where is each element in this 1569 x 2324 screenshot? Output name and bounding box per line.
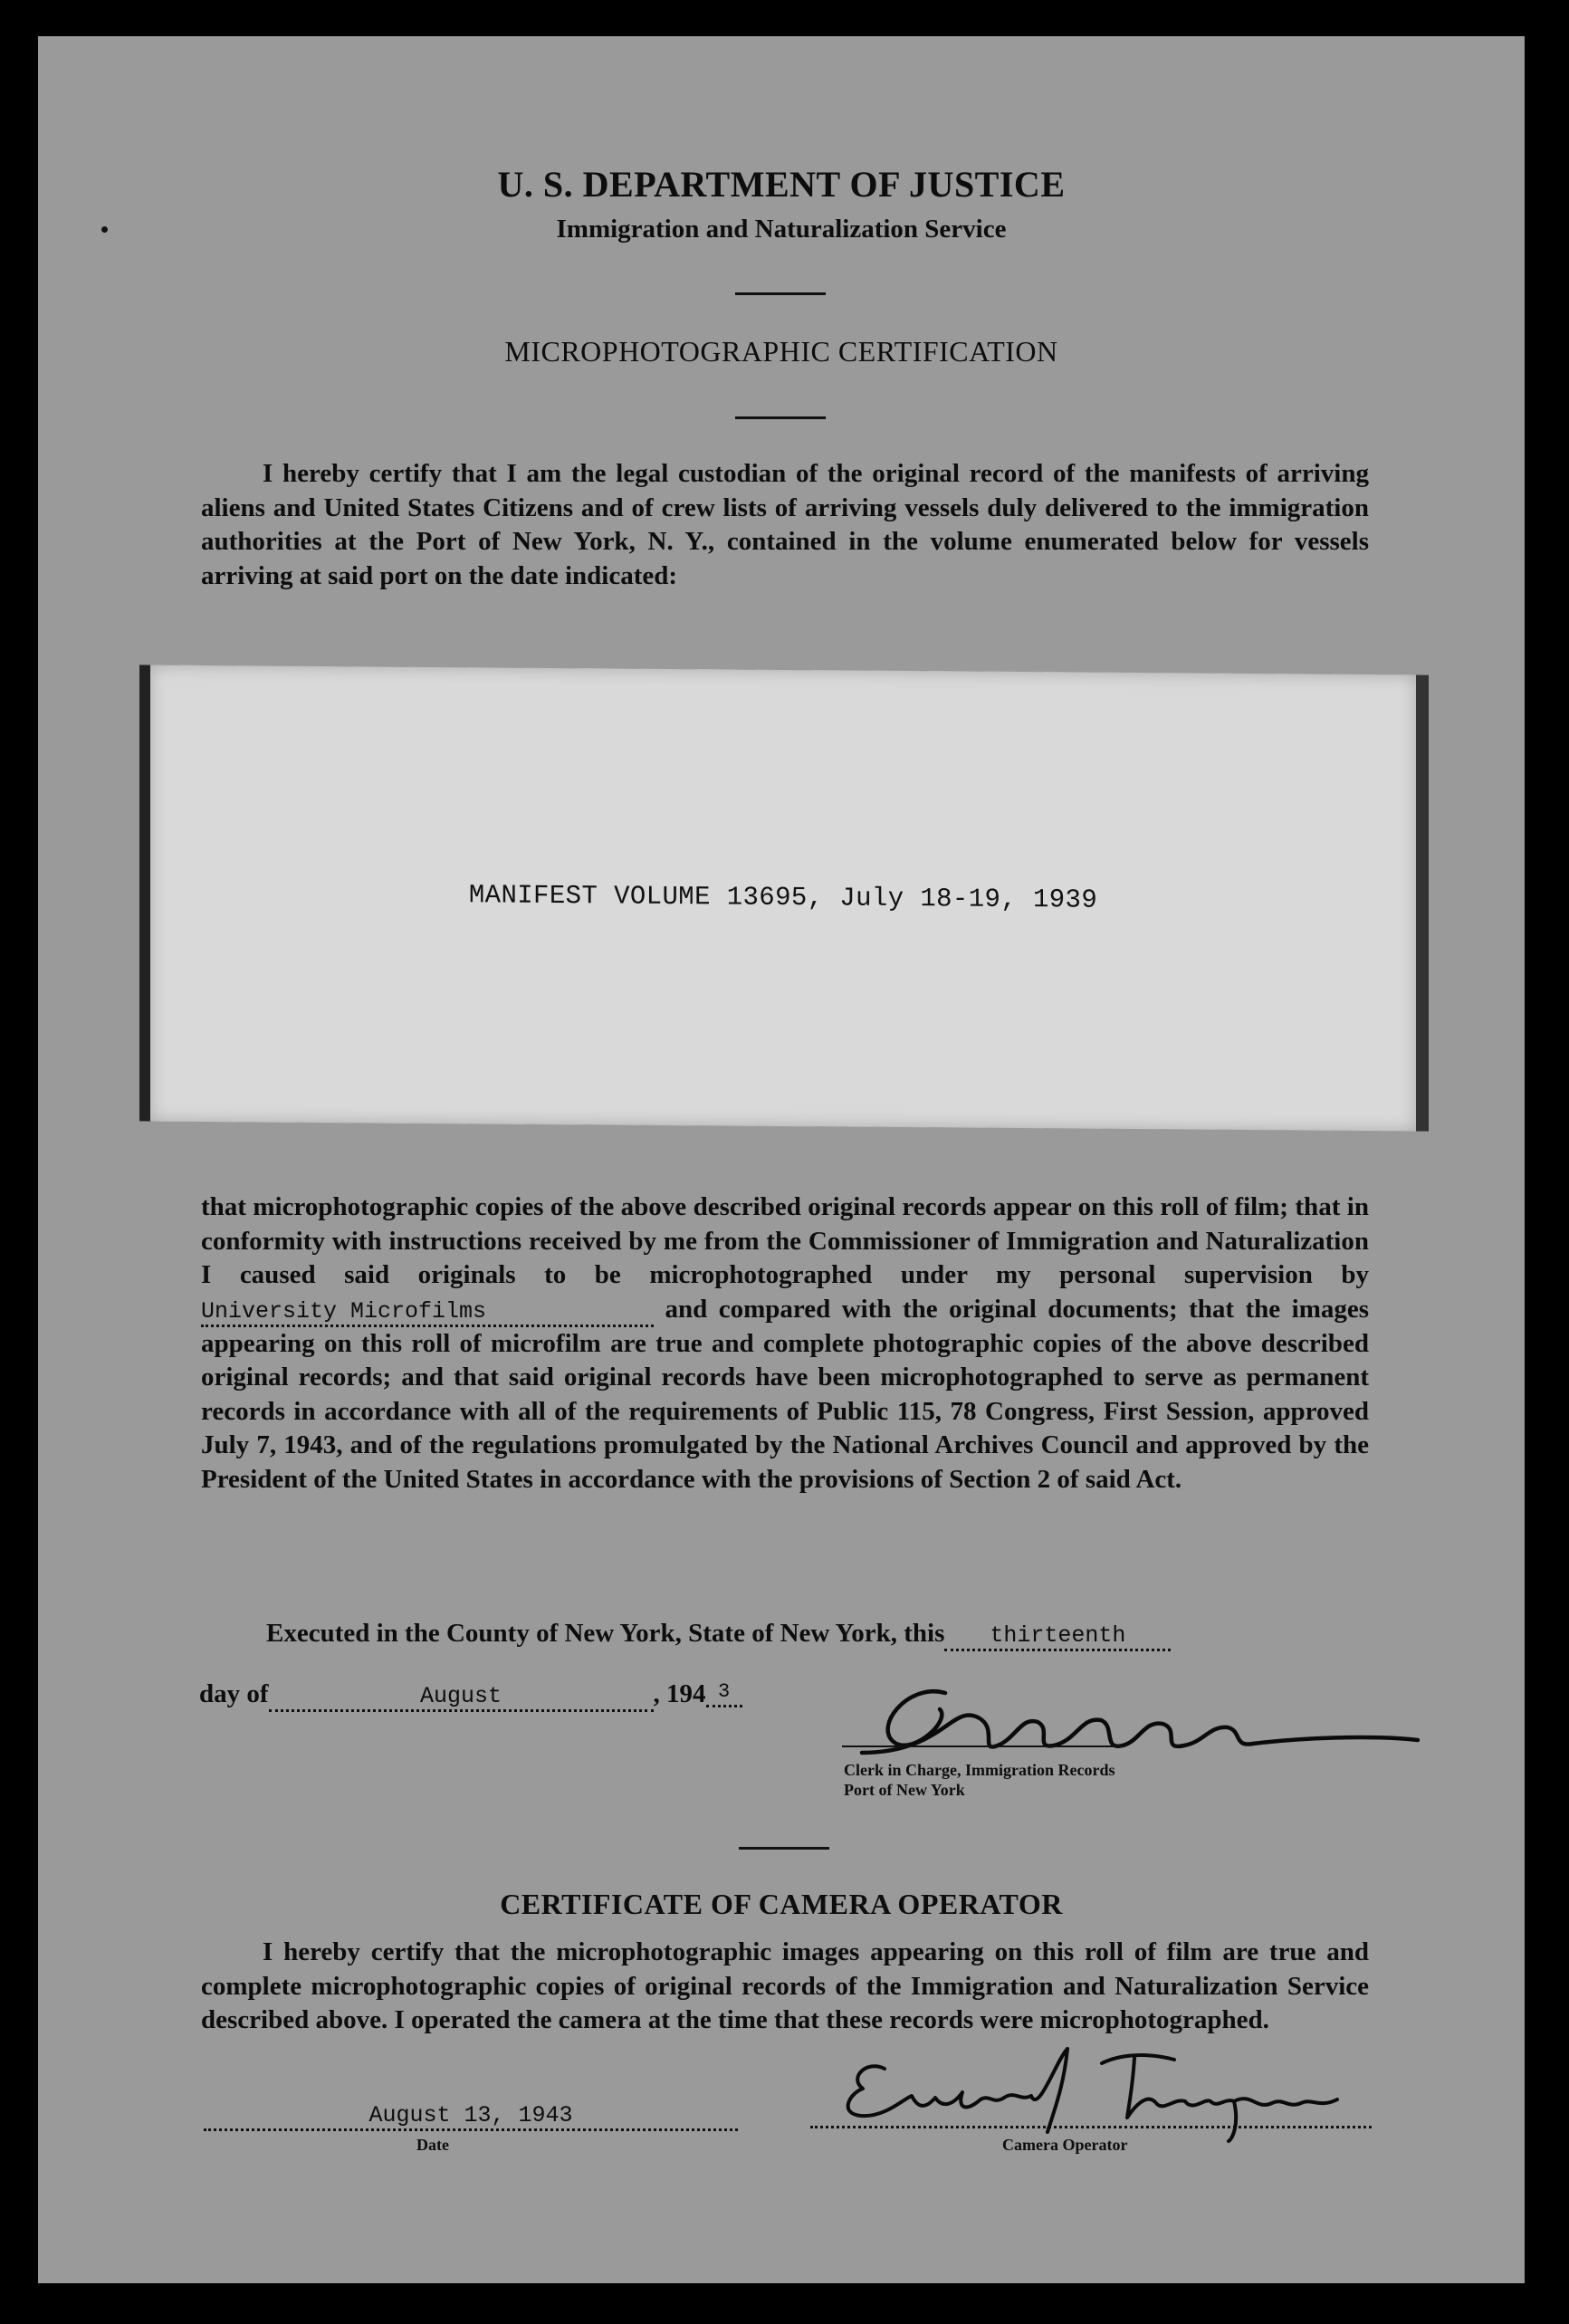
executed-line [266, 1619, 1171, 1651]
certificate-page [38, 36, 1525, 2283]
executed-month-value: August [420, 1683, 502, 1709]
year-digit-field [706, 1679, 742, 1707]
intro-paragraph [201, 457, 1369, 593]
certification-body [201, 1191, 1369, 1497]
date-label: Date [416, 2136, 449, 2154]
year-prefix: , 194 [653, 1679, 706, 1708]
operator-signature [830, 2042, 1355, 2150]
camera-operator-label: Camera Operator [1002, 2136, 1128, 2154]
clerk-title-line-2: Port of New York [844, 1781, 965, 1799]
manifest-volume-text: MANIFEST VOLUME 13695, July 18-19, 1939 [468, 880, 1098, 915]
microfilmed-by-field [201, 1299, 654, 1327]
executed-day-value: thirteenth [990, 1622, 1126, 1649]
department-title: U. S. DEPARTMENT OF JUSTICE [497, 164, 1066, 205]
signature-line [842, 1745, 1123, 1747]
camera-operator-paragraph [201, 1936, 1369, 2038]
intro-text: I hereby certify that I am the legal custodian of the original record of the manifests of arriving aliens and United States Citizens and of crew lists of arriving vessels duly delivered to the immigration authorities at the Port of New York, N. Y., contained in the volume enumerated below for vessels arriving at said port on the date indicated: [201, 459, 1369, 590]
clerk-title-line-1: Clerk in Charge, Immigration Records [844, 1761, 1115, 1779]
executed-text: Executed in the County of New York, State of New York, this [266, 1619, 945, 1648]
certification-heading: MICROPHOTOGRAPHIC CERTIFICATION [504, 335, 1058, 368]
day-of-line [199, 1679, 742, 1712]
date-value-field [204, 2103, 738, 2131]
year-digit-value: 3 [717, 1680, 731, 1703]
microfilmed-by-value: University Microfilms [201, 1297, 487, 1325]
day-of-label: day of [199, 1679, 269, 1708]
executed-day-field [944, 1623, 1171, 1651]
camera-operator-heading: CERTIFICATE OF CAMERA OPERATOR [500, 1888, 1063, 1920]
certification-body-text [201, 1191, 1369, 1497]
body-part-2: and compared with the original documents; that the images appearing on this roll of microfilm are true and complete photographic copies of the above described original records; and that said original records have been microphotographed to serve as permanent records in accordance with all of the requirements of Public 115, 78 Congress, First Session, approved July 7, 1943, and of the regulations promulgated by the National Archives Council and approved by the President of the United States in accordance with the provisions of Section 2 of said Act. [201, 1294, 1370, 1494]
divider [735, 416, 826, 419]
body-part-1: that microphotographic copies of the above described original records appear on this roll of film; that in conformity with instructions received by me from the Commissioner of Immigration and Naturalization I caused said originals to be microphotographed under my personal supervision by [201, 1192, 1369, 1289]
record-description-insert [139, 665, 1429, 1131]
divider [739, 1847, 829, 1850]
executed-month-field [269, 1684, 654, 1712]
clerk-signature [844, 1666, 1423, 1774]
date-field [204, 2099, 738, 2131]
camera-operator-text: I hereby certify that the microphotographic images appearing on this roll of film are true and complete microphotographic copies of original records of the Immigration and Naturalization Service described above. I operated the camera at the time that these records were microphotographed. [201, 1937, 1369, 2034]
divider [735, 292, 826, 295]
date-value: August 13, 1943 [368, 2102, 573, 2128]
clerk-title [844, 1760, 1115, 1800]
service-subtitle: Immigration and Naturalization Service [556, 215, 1007, 244]
